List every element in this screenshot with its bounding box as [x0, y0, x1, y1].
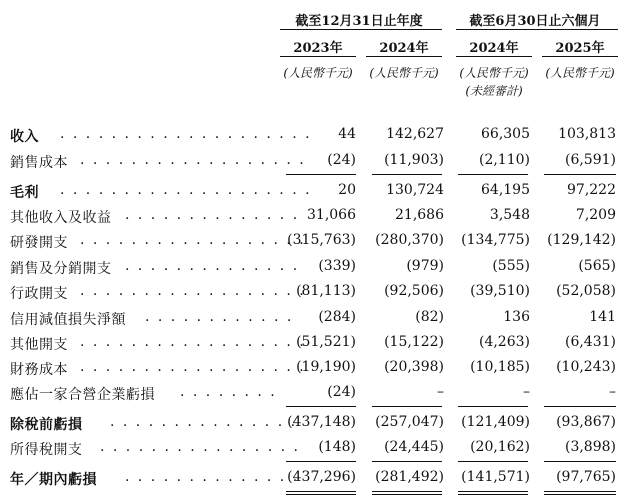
- total-double-rule: [544, 491, 616, 495]
- value-cell: (15,122): [384, 334, 444, 350]
- value-cell: (141,571): [461, 469, 530, 485]
- subtotal-rule: [544, 174, 616, 175]
- leader-dots: . . . . . . . . . . . . . . . . . . . .: [60, 126, 312, 142]
- value-cell: (82): [415, 309, 444, 325]
- subtotal-rule: [458, 174, 528, 175]
- table-row: [0, 124, 626, 146]
- value-cell: (24): [327, 152, 356, 168]
- row-label: 年／期內虧損: [10, 472, 97, 488]
- leader-dots: . . . . . . . . . . . . . . . . . .: [80, 359, 306, 375]
- subtotal-rule: [544, 406, 616, 407]
- value-cell: (4,263): [478, 334, 530, 350]
- row-label: 財務成本: [10, 362, 68, 378]
- value-cell: 31,066: [307, 207, 356, 223]
- row-label: 行政開支: [10, 286, 68, 302]
- value-cell: (24,445): [384, 439, 444, 455]
- table-row: [0, 256, 626, 278]
- table-row: [0, 382, 626, 404]
- year-rule: [366, 56, 442, 57]
- leader-dots: . . . . . . . . . . . . . . . . . .: [80, 283, 306, 299]
- value-cell: 7,209: [575, 207, 616, 223]
- value-cell: (134,775): [461, 232, 530, 248]
- row-label: 除稅前虧損: [10, 417, 83, 433]
- value-cell: (129,142): [547, 232, 616, 248]
- value-cell: (52,058): [556, 283, 616, 299]
- subtotal-rule: [458, 406, 528, 407]
- row-label: 應佔一家合營企業虧損: [10, 387, 155, 403]
- table-row: [0, 150, 626, 172]
- leader-dots: . . . . . . . . . . . . . . . . . .: [80, 334, 306, 350]
- year-header: 2024年: [469, 41, 519, 56]
- value-cell: (555): [492, 258, 530, 274]
- value-cell: 103,813: [558, 126, 616, 142]
- leader-dots: . . . . . . . . . . . . . . .: [110, 414, 298, 430]
- year-rule: [456, 56, 532, 57]
- table-row: [0, 437, 626, 459]
- value-cell: (284): [318, 309, 356, 325]
- row-label: 收入: [10, 129, 39, 145]
- value-cell: (6,431): [564, 334, 616, 350]
- subtotal-rule: [286, 461, 356, 462]
- table-row: [0, 412, 626, 434]
- row-label: 研發開支: [10, 235, 68, 251]
- leader-dots: . . . . . . . . . . . . . . . . . .: [80, 152, 306, 168]
- value-cell: (51,521): [296, 334, 356, 350]
- table-row: [0, 332, 626, 354]
- value-cell: (6,591): [564, 152, 616, 168]
- table-row: [0, 357, 626, 379]
- value-cell: –: [609, 384, 616, 400]
- row-label: 所得稅開支: [10, 442, 83, 458]
- value-cell: 3,548: [489, 207, 530, 223]
- value-cell: 64,195: [481, 182, 530, 198]
- subtotal-rule: [286, 174, 356, 175]
- header-group-interim: 截至6月30日止六個月: [469, 14, 601, 29]
- value-cell: 66,305: [481, 126, 530, 142]
- value-cell: 141: [589, 309, 616, 325]
- table-row: [0, 307, 626, 329]
- value-cell: 97,222: [567, 182, 616, 198]
- subtotal-rule: [372, 406, 442, 407]
- value-cell: (565): [578, 258, 616, 274]
- unit-label: (人民幣千元): [545, 66, 615, 80]
- value-cell: (20,162): [470, 439, 530, 455]
- year-header: 2024年: [379, 41, 429, 56]
- value-cell: (92,506): [384, 283, 444, 299]
- unit-label: (人民幣千元): [369, 66, 439, 80]
- value-cell: (280,370): [375, 232, 444, 248]
- value-cell: 21,686: [395, 207, 444, 223]
- header-group-annual-rule: [280, 29, 442, 30]
- leader-dots: . . . . . . . . . . . . . .: [125, 469, 300, 485]
- row-label: 其他開支: [10, 337, 68, 353]
- value-cell: (437,296): [287, 469, 356, 485]
- year-header: 2025年: [555, 41, 605, 56]
- unit-label: (人民幣千元): [283, 66, 353, 80]
- value-cell: –: [437, 384, 444, 400]
- table-row: [0, 281, 626, 303]
- total-double-rule: [458, 491, 528, 495]
- leader-dots: . . . . . . . . . . . . . .: [125, 207, 300, 223]
- subtotal-rule: [544, 461, 616, 462]
- table-row: [0, 467, 626, 489]
- leader-dots: . . . . . . . . . . . . . .: [125, 258, 300, 274]
- value-cell: 130,724: [386, 182, 444, 198]
- value-cell: (121,409): [461, 414, 530, 430]
- leader-dots: . . . . . . . . . . . .: [145, 309, 294, 325]
- value-cell: (3,898): [564, 439, 616, 455]
- total-double-rule: [372, 491, 442, 495]
- table-row: [0, 230, 626, 252]
- subtotal-rule: [372, 461, 442, 462]
- unaudited-note: (未經審計): [465, 84, 523, 98]
- value-cell: (10,243): [556, 359, 616, 375]
- row-label: 銷售成本: [10, 155, 68, 171]
- value-cell: (93,867): [556, 414, 616, 430]
- value-cell: 136: [503, 309, 530, 325]
- row-label: 信用減值損失淨額: [10, 312, 126, 328]
- year-rule: [542, 56, 618, 57]
- value-cell: (339): [318, 258, 356, 274]
- row-label: 銷售及分銷開支: [10, 261, 112, 277]
- value-cell: (979): [406, 258, 444, 274]
- value-cell: (11,903): [384, 152, 444, 168]
- year-header: 2023年: [293, 41, 343, 56]
- total-double-rule: [286, 491, 356, 495]
- leader-dots: . . . . . . . . . . . . . . . .: [100, 439, 300, 455]
- value-cell: (257,047): [375, 414, 444, 430]
- value-cell: –: [523, 384, 530, 400]
- leader-dots: . . . . . . . . . . . . . . . . . . . .: [60, 182, 312, 198]
- value-cell: (315,763): [287, 232, 356, 248]
- row-label: 其他收入及收益: [10, 210, 112, 226]
- header-group-interim-rule: [456, 29, 618, 30]
- leader-dots: . . . . . . . . . . . . . . . . . .: [80, 232, 306, 248]
- header-group-annual: 截至12月31日止年度: [295, 14, 423, 29]
- value-cell: (148): [318, 439, 356, 455]
- value-cell: 44: [338, 126, 356, 142]
- row-label: 毛利: [10, 185, 39, 201]
- value-cell: (2,110): [478, 152, 530, 168]
- value-cell: (39,510): [470, 283, 530, 299]
- table-row: [0, 205, 626, 227]
- value-cell: (437,148): [287, 414, 356, 430]
- leader-dots: . . . . . . . .: [180, 384, 277, 400]
- value-cell: (81,113): [296, 283, 356, 299]
- value-cell: 142,627: [386, 126, 444, 142]
- table-row: [0, 180, 626, 202]
- subtotal-rule: [286, 406, 356, 407]
- value-cell: (24): [327, 384, 356, 400]
- unit-label: (人民幣千元): [459, 66, 529, 80]
- subtotal-rule: [458, 461, 528, 462]
- year-rule: [280, 56, 356, 57]
- value-cell: (19,190): [296, 359, 356, 375]
- value-cell: (97,765): [556, 469, 616, 485]
- value-cell: (20,398): [384, 359, 444, 375]
- value-cell: 20: [338, 182, 356, 198]
- subtotal-rule: [372, 174, 442, 175]
- value-cell: (281,492): [375, 469, 444, 485]
- value-cell: (10,185): [470, 359, 530, 375]
